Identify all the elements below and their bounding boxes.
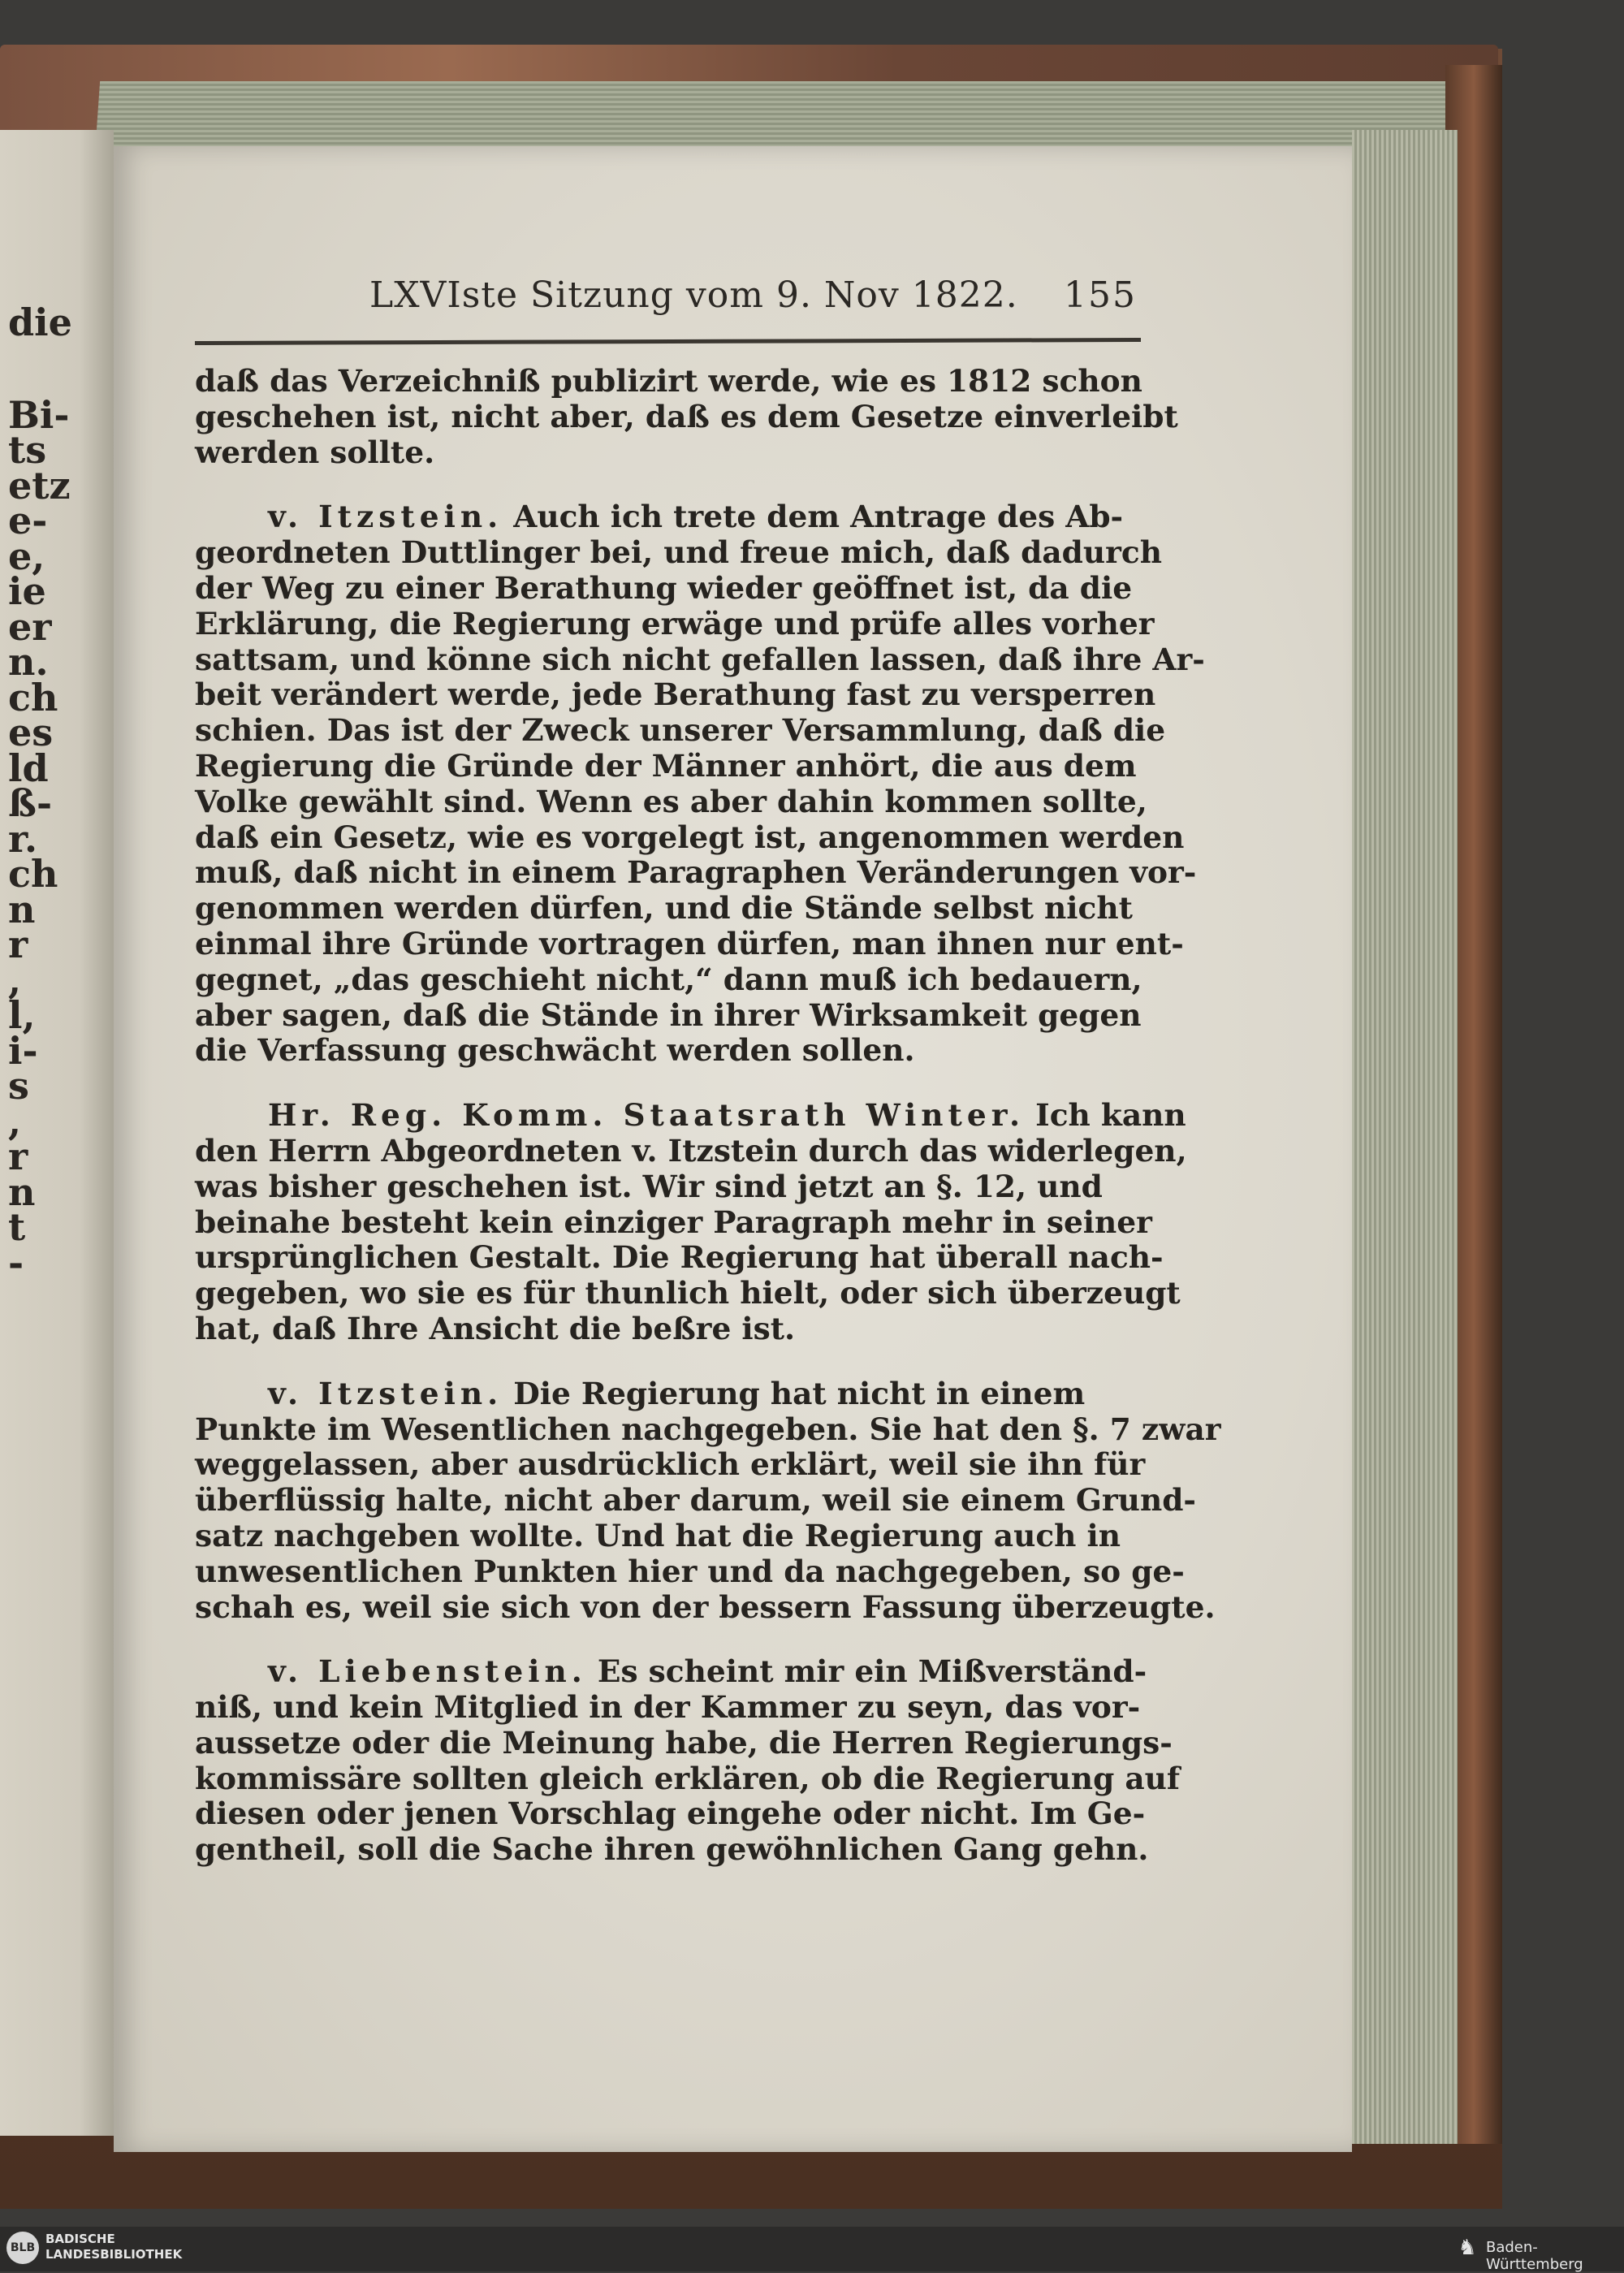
left-page-fragment: e- <box>8 499 48 542</box>
text-line <box>195 819 1185 856</box>
paragraph-gap <box>195 470 1145 499</box>
library-name-line2: LANDESBIBLIOTHEK <box>45 2247 183 2262</box>
library-name-line1: BADISCHE <box>45 2232 115 2246</box>
text-line <box>195 1796 1145 1832</box>
line-text: der Weg zu einer Berathung wieder geöffnet ist, da die <box>195 569 1133 606</box>
line-text: die Verfassung geschwächt werden sollen. <box>195 1032 915 1069</box>
left-page-fragment: r <box>8 923 28 966</box>
paragraph-gap <box>195 1625 1145 1654</box>
text-line <box>195 641 1205 678</box>
text-line <box>195 1553 1185 1590</box>
line-text: gegeben, wo sie es für thunlich hielt, oder sich überzeugt <box>195 1275 1181 1312</box>
left-page-fragment: etz <box>8 463 71 508</box>
line-text: daß ein Gesetz, wie es vorgelegt ist, angenommen werden <box>195 819 1185 855</box>
text-line <box>195 605 1155 642</box>
left-page-fragment: r <box>8 1134 28 1178</box>
text-line <box>195 749 1145 784</box>
text-line <box>195 571 1145 607</box>
line-text: muß, daß nicht in einem Paragraphen Veränderungen vor- <box>195 854 1197 891</box>
text-line <box>195 534 1162 571</box>
left-page-fragment: er <box>8 604 52 649</box>
body-text <box>195 363 1221 1868</box>
viewer-footer <box>0 2227 1624 2271</box>
line-text: satz nachgeben wollte. Und hat die Regierung auch in <box>195 1517 1121 1554</box>
text-line <box>195 1411 1221 1448</box>
left-page-fragment: e, <box>8 534 45 578</box>
line-text: schah es, weil sie sich von der bessern Fassung überzeugte. <box>195 1588 1216 1625</box>
speaker-name: Hr. Reg. Komm. Staatsrath Winter. <box>268 1097 1026 1134</box>
line-text: beinahe besteht kein einziger Paragraph mehr in seiner <box>195 1203 1152 1240</box>
line-text: niß, und kein Mitglied in der Kammer zu seyn, das vor- <box>195 1689 1141 1726</box>
line-text: daß das Verzeichniß publizirt werde, wie es 1812 schon <box>195 363 1142 399</box>
left-page-fragment: - <box>8 1240 24 1285</box>
left-page-fragment: , <box>8 1099 22 1143</box>
speaker-name: v. Liebenstein. <box>268 1653 587 1690</box>
line-text: den Herrn Abgeordneten v. Itzstein durch das widerlegen, <box>195 1132 1187 1169</box>
line-text: Es scheint mir ein Mißverständ- <box>597 1653 1147 1690</box>
page-edges-top <box>95 81 1480 154</box>
line-text: sattsam, und könne sich nicht gefallen lassen, daß ihre Ar- <box>195 641 1205 677</box>
line-text: Regierung die Gründe der Männer anhört, die aus dem <box>195 747 1137 784</box>
line-text: gegnet, „das geschieht nicht,“ dann muß ich bedauern, <box>195 961 1142 997</box>
running-title: LXVIste Sitzung vom 9. Nov 1822. <box>369 274 1018 316</box>
library-name <box>45 2232 182 2262</box>
left-page-fragment: l, <box>8 993 36 1037</box>
text-line <box>195 891 1145 927</box>
text-line <box>195 1169 1145 1205</box>
left-page-fragment: s <box>8 1064 29 1108</box>
text-line <box>195 398 1178 435</box>
text-line <box>195 1312 1145 1347</box>
text-line <box>195 1132 1187 1169</box>
left-page-fragment: Bi- <box>8 392 70 437</box>
line-text: aber sagen, daß die Stände in ihrer Wirksamkeit gegen <box>195 996 1142 1033</box>
paragraph-gap <box>195 1069 1145 1098</box>
text-line <box>195 1654 1145 1690</box>
text-line <box>195 1690 1145 1726</box>
left-page-fragment: t <box>8 1205 26 1249</box>
text-line <box>195 925 1184 962</box>
line-text: geordneten Duttlinger bei, und freue mich, daß dadurch <box>195 534 1162 571</box>
left-page-fragment: , <box>8 957 22 1002</box>
page-edges-right <box>1352 130 1458 2144</box>
line-text: was bisher geschehen ist. Wir sind jetzt an §. 12, und <box>195 1168 1103 1204</box>
line-text: Ich kann <box>1035 1097 1186 1134</box>
line-text: schien. Das ist der Zweck unserer Versammlung, daß die <box>195 712 1166 749</box>
line-text: hat, daß Ihre Ansicht die beßre ist. <box>195 1310 796 1346</box>
line-text: Volke gewählt sind. Wenn es aber dahin kommen sollte, <box>195 783 1147 819</box>
line-text: weggelassen, aber ausdrücklich erklärt, weil sie ihn für <box>195 1446 1146 1483</box>
line-text: Auch ich trete dem Antrage des Ab- <box>513 499 1124 535</box>
left-page-fragment: es <box>8 711 54 754</box>
left-page-fragment: ch <box>8 675 58 719</box>
paragraph-gap <box>195 1347 1145 1376</box>
text-line <box>195 1519 1145 1554</box>
left-page-fragment: ß- <box>8 781 53 825</box>
left-page-fragment: n <box>8 887 36 931</box>
line-text: geschehen ist, nicht aber, daß es dem Gesetze einverleibt <box>195 398 1178 434</box>
page-number: 155 <box>1064 274 1137 316</box>
text-line <box>195 1831 1149 1868</box>
text-line <box>195 1447 1145 1483</box>
left-page-fragment: i- <box>8 1028 38 1073</box>
left-page-fragment: ie <box>8 569 46 613</box>
text-line <box>195 1376 1145 1412</box>
text-line <box>195 676 1156 713</box>
text-line <box>195 784 1145 820</box>
text-line <box>195 435 1145 471</box>
text-line <box>195 364 1145 400</box>
left-page-fragment: n <box>8 1169 36 1214</box>
text-line <box>195 998 1145 1034</box>
text-line <box>195 854 1197 891</box>
line-text: gentheil, soll die Sache ihren gewöhnlichen Gang gehn. <box>195 1831 1149 1868</box>
line-text: einmal ihre Gründe vortragen dürfen, man ihnen nur ent- <box>195 925 1184 961</box>
text-line <box>195 1588 1216 1626</box>
text-line <box>195 1033 1145 1069</box>
text-line <box>195 1482 1196 1519</box>
text-line <box>195 712 1166 749</box>
left-page-fragment: n. <box>8 640 49 684</box>
line-text: Erklärung, die Regierung erwäge und prüfe alles vorher <box>195 605 1155 642</box>
state-name: Baden-Württemberg <box>1486 2239 1583 2273</box>
baden-wuerttemberg-lion-icon[interactable]: ♞ <box>1458 2236 1477 2260</box>
left-page-fragment: r. <box>8 816 38 861</box>
line-text: genommen werden dürfen, und die Stände selbst nicht <box>195 890 1133 927</box>
text-line <box>195 1239 1164 1276</box>
speaker-name: v. Itzstein. <box>268 1375 503 1411</box>
line-text: kommissäre sollten gleich erklären, ob die Regierung auf <box>195 1760 1181 1796</box>
line-text: aussetze oder die Meinung habe, die Herren Regierungs- <box>195 1724 1173 1761</box>
line-text: überflüssig halte, nicht aber darum, weil sie einem Grund- <box>195 1482 1196 1519</box>
left-page-fragment: ch <box>8 852 58 896</box>
line-text: diesen oder jenen Vorschlag eingehe oder nicht. Im Ge- <box>195 1795 1146 1832</box>
left-page-fragment: ts <box>8 428 47 472</box>
text-line <box>195 1275 1181 1312</box>
line-text: Punkte im Wesentlichen nachgegeben. Sie hat den §. 7 zwar <box>195 1411 1221 1447</box>
text-line <box>195 499 1145 535</box>
line-text: ursprünglichen Gestalt. Die Regierung hat überall nach- <box>195 1239 1164 1276</box>
line-text: beit verändert werde, jede Berathung fast zu versperren <box>195 676 1156 713</box>
text-line <box>195 1760 1181 1797</box>
blb-logo[interactable]: BLB <box>6 2232 39 2264</box>
line-text: werden sollte. <box>195 434 435 470</box>
text-line <box>195 1203 1152 1241</box>
page-header <box>369 274 1137 323</box>
line-text: unwesentlichen Punkten hier und da nachgegeben, so ge- <box>195 1553 1185 1589</box>
text-line <box>195 1097 1186 1134</box>
text-line <box>195 1724 1173 1761</box>
text-line <box>195 962 1145 998</box>
left-page-fragment: ld <box>8 745 49 790</box>
left-page-fragment: die <box>8 300 72 344</box>
line-text: Die Regierung hat nicht in einem <box>513 1375 1086 1411</box>
speaker-name: v. Itzstein. <box>268 499 503 535</box>
